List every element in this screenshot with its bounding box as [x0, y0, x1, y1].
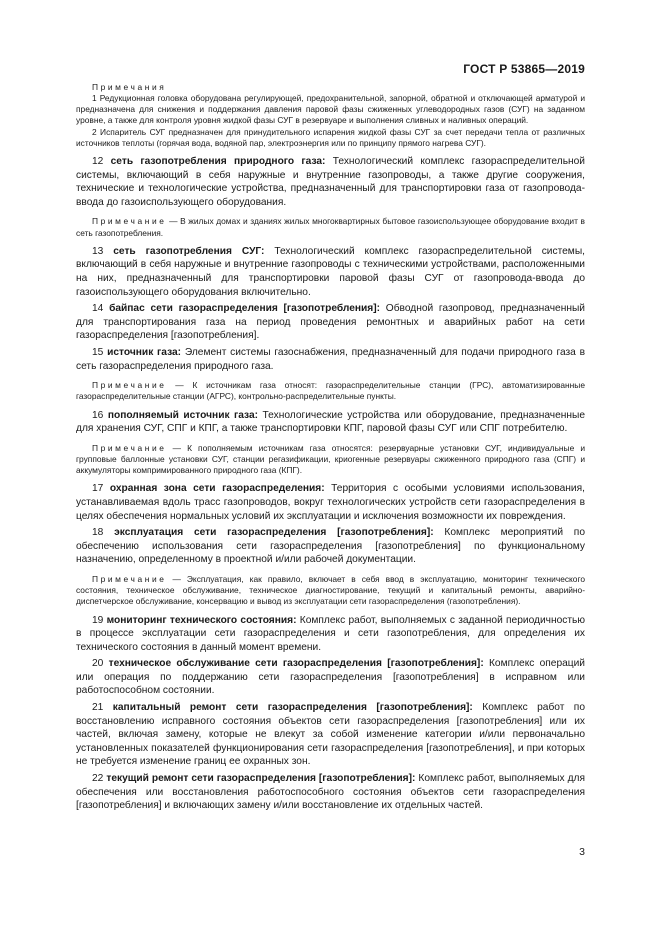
- term-name: мониторинг технического состояния:: [106, 614, 297, 626]
- term-entry-22: 22 текущий ремонт сети газораспределения [газопотребления]: Комплекс работ, выполняемых для обеспечения или восстановления работоспособного состояния объектов сети газораспределения [газопотребления] и включающих замену и/или восстановление их отдельных частей.: [76, 773, 585, 812]
- term-entry-13: 13 сеть газопотребления СУГ: Технологический комплекс газораспределительной системы, включающий в себя наружные и внутренние газопроводы с техническими устройствами, расположенными на них, предназначенный для транспортировки паровой фазы СУГ от газопровода-ввода до газоиспользующего оборудования включительно.: [76, 245, 585, 298]
- term-entry-21: 21 капитальный ремонт сети газораспределения [газопотребления]: Комплекс работ по восстановлению исправного состояния объектов сети газораспределения [газопотребления] или их частей, включая замену, которые не влекут за собой изменение категории и/или первоначально установленных показателей функционирования сети газораспределения [газопотребления], и при которых не требуется изменение границ ее охранных зон.: [76, 702, 585, 768]
- note-item-1: 1 Редукционная головка оборудована регулирующей, предохранительной, запорной, обратной и отключающей арматурой и предназначена для снижения и поддержания давления паровой фазы сжиженных углеводородных газов (СУГ) на заданном уровне, а также для контроля уровня жидкой фазы СУГ в резервуаре и выполнения сливных и наливных операций.: [76, 93, 585, 126]
- term-name: байпас сети газораспределения [газопотребления]:: [109, 303, 381, 315]
- term-name: эксплуатация сети газораспределения [газопотребления]:: [114, 527, 434, 539]
- term-entry-19: 19 мониторинг технического состояния: Комплекс работ, выполняемых с заданной периодичностью в процессе эксплуатации сети газораспределения и сети газопотребления, для определения их технического состояния в данный момент времени.: [76, 614, 585, 653]
- term-name: источник газа:: [107, 346, 182, 358]
- term-entry-14: 14 байпас сети газораспределения [газопотребления]: Обводной газопровод, предназначенный для транспортирования газа на период проведения ремонтных и аварийных работ на сети газораспределения [газопотребления].: [76, 303, 585, 342]
- note-item-2: 2 Испаритель СУГ предназначен для принудительного испарения жидкой фазы СУГ за счет передачи тепла от различных источников теплоты (горячая вода, водяной пар, электроэнергия или по принципу прямого нагрева СУГ).: [76, 126, 585, 148]
- notes-title: Примечания: [92, 82, 167, 92]
- term-entry-12: 12 сеть газопотребления природного газа: Технологический комплекс газораспределительной системы, включающий в себя наружные и внутренние газопроводы, а также другие сооружения, технические и технологические устройства, предназначенный для транспортировки газа от газопровода-ввода до газоиспользующего оборудования.: [76, 156, 585, 208]
- term-name: текущий ремонт сети газораспределения [газопотребления]:: [106, 773, 416, 785]
- term-entry-16: 16 пополняемый источник газа: Технологические устройства или оборудование, предназначенные для хранения СУГ, СПГ и КПГ, а также транспортировки КПГ, паровой фазы СУГ или СПГ потребителю.: [76, 409, 585, 435]
- term-entry-17: 17 охранная зона сети газораспределения: Территория с особыми условиями использования, устанавливаемая вдоль трасс газопроводов, вокруг технологических устройств сети газораспределения в целях обеспечения нормальных условий их эксплуатации и исключения возможности их повреждения.: [76, 483, 585, 522]
- term-note-18: Примечание — Эксплуатация, как правило, включает в себя ввод в эксплуатацию, мониторинг технического состояния, техническое обслуживание, техническое диагностирование, текущий и капитальный ремонты, аварийно-диспетчерское обслуживание, консервацию и вывод из эксплуатации сети газораспределения (газопотребления).: [76, 573, 585, 607]
- term-note-12: Примечание — В жилых домах и зданиях жилых многоквартирных бытовое газоиспользующее оборудование входит в сеть газопотребления.: [76, 216, 585, 238]
- term-entry-20: 20 техническое обслуживание сети газораспределения [газопотребления]: Комплекс операций или операция по поддержанию сети газораспределения [газопотребления] в исправном или работоспособном состоянии.: [76, 658, 585, 697]
- term-entry-18: 18 эксплуатация сети газораспределения [газопотребления]: Комплекс мероприятий по обеспечению использования сети газораспределения [газопотребления] по функциональному назначению, определенному в проектной и/или рабочей документации.: [76, 527, 585, 566]
- term-note-15: Примечание — К источникам газа относят: газораспределительные станции (ГРС), автоматизированные газораспределительные станции (АГРС), контрольно-распределительные пункты.: [76, 380, 585, 402]
- document-id: ГОСТ Р 53865—2019: [463, 62, 585, 76]
- term-name: капитальный ремонт сети газораспределения [газопотребления]:: [112, 702, 473, 714]
- term-name: охранная зона сети газораспределения:: [109, 483, 325, 495]
- page-number: 3: [579, 846, 585, 858]
- term-note-16: Примечание — К пополняемым источникам газа относятся: резервуарные установки СУГ, индивидуальные и групповые баллонные установки СУГ, станции регазификации, криогенные резервуары сжиженного природного газа (СПГ) и аккумуляторы компримированного природного газа (КПГ).: [76, 442, 586, 476]
- term-name: техническое обслуживание сети газораспределения [газопотребления]:: [108, 658, 484, 670]
- term-name: сеть газопотребления природного газа:: [110, 156, 326, 168]
- term-name: пополняемый источник газа:: [107, 409, 259, 421]
- page-content: [76, 82, 585, 813]
- term-entry-15: 15 источник газа: Элемент системы газоснабжения, предназначенный для подачи природного газа в сеть газораспределения природного газа.: [76, 346, 585, 372]
- term-name: сеть газопотребления СУГ:: [113, 245, 265, 257]
